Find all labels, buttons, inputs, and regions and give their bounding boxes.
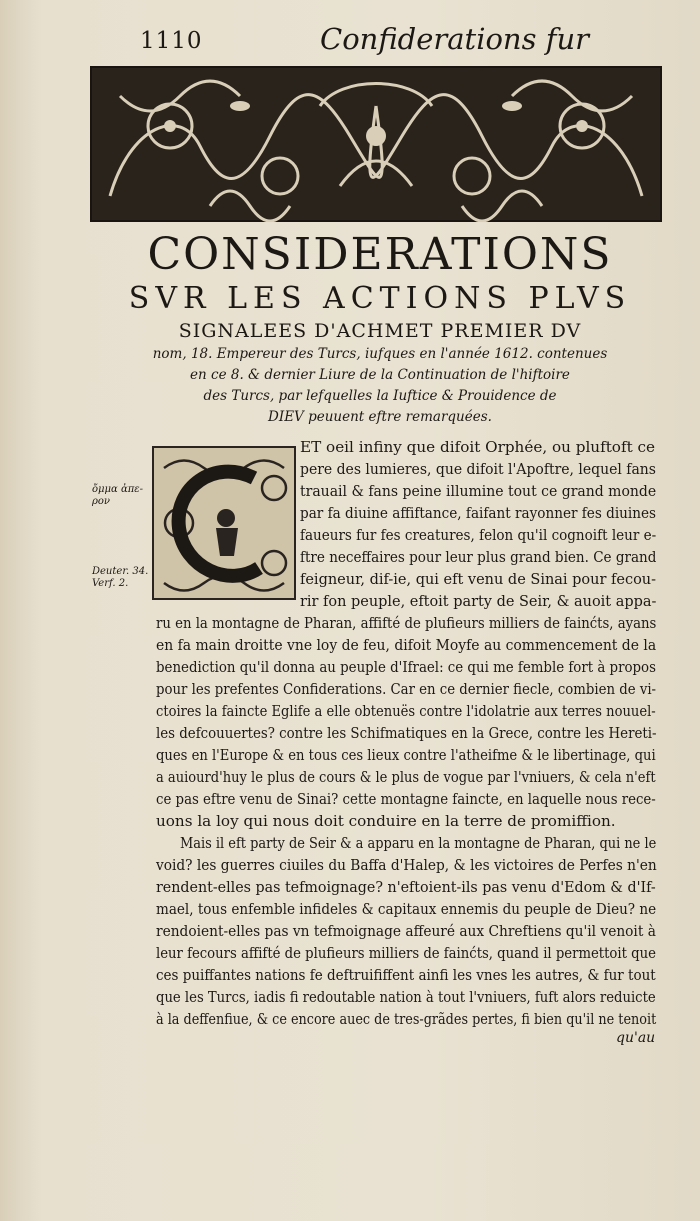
catchword: qu'au (616, 1030, 656, 1046)
margin-note-2: Deuter. 34. Verf. 2. (92, 566, 149, 589)
body-line: à la deffenfiue, & ce encore auec de tres-grãdes pertes, fi bien qu'il ne tenoit (156, 1010, 657, 1028)
subtitle-line-1: SVR LES ACTIONS PLVS (128, 281, 632, 316)
body-line: uons la loy qui nous doit conduire en la terre de promiffion. (156, 812, 616, 830)
margin-note-1: ὄμμα ἀπε-ρον (92, 484, 144, 507)
body-line: leur fecours affifté de plufieurs milliers de fainćts, quand il permettoit que (156, 944, 656, 962)
body-line: feigneur, dif-ie, qui eft venu de Sinai pour fecou- (300, 570, 657, 588)
body-line: Mais il eft party de Seir & a apparu en la montagne de Pharan, qui ne le (180, 834, 657, 852)
body-line: en fa main droitte vne loy de feu, difoit Moyfe au commencement de la (156, 636, 657, 654)
running-head (0, 22, 700, 58)
body-line: void? les guerres ciuiles du Baffa d'Halep, & les victoires de Perfes n'en (156, 856, 657, 874)
body-line: ftre neceffaires pour leur plus grand bien. Ce grand (300, 548, 657, 566)
body-line: ET oeil infiny que difoit Orphée, ou pluftoft ce (300, 438, 656, 456)
subtitle-line-6: DIEV peuuent eftre remarquées. (268, 409, 492, 425)
body-line: par fa diuine affiftance, faifant rayonner fes diuines (300, 504, 657, 522)
subtitle-line-5: des Turcs, par lefquelles la Iuftice & Prouidence de (203, 388, 557, 404)
body-line: mael, tous enfemble infideles & capitaux ennemis du peuple de Dieu? ne (156, 900, 657, 918)
decorated-initial-c (152, 446, 296, 600)
body-line: pere des lumieres, que difoit l'Apoftre, lequel fans (300, 460, 656, 478)
body-line: que les Turcs, iadis fi redoutable nation à tout l'vniuers, fuft alors reduicte (156, 988, 656, 1006)
body-line: faueurs fur fes creatures, felon qu'il cognoift leur e- (300, 526, 657, 544)
ornamental-headpiece (90, 66, 662, 222)
running-title: Confiderations fur (320, 22, 589, 56)
body-line: rendoient-elles pas vn tefmoignage affeuré aux Chreftiens qu'il venoit à (156, 922, 656, 940)
body-line: ques en l'Europe & en tous ces lieux contre l'atheifme & le libertinage, qui (156, 746, 656, 764)
body-line: pour les prefentes Confiderations. Car en ce dernier fiecle, combien de vi- (156, 680, 657, 698)
subtitle-line-4: en ce 8. & dernier Liure de la Continuation de l'hiftoire (190, 367, 570, 383)
subtitle-line-2: SIGNALEES D'ACHMET PREMIER DV (178, 320, 582, 342)
body-line: ces puiffantes nations fe deftruififfent ainfi les vnes les autres, & fur tout (156, 966, 656, 984)
body-line: ctoires la faincte Eglife a elle obtenuës contre l'idolatrie aux terres nouuel- (156, 702, 656, 720)
body-line: les defcouuertes? contre les Schifmatiques en la Grece, contre les Hereti- (156, 724, 657, 742)
body-line: rir fon peuple, eftoit party de Seir, & auoit appa- (300, 592, 657, 610)
body-line: ce pas eftre venu de Sinai? cette montagne faincte, en laquelle nous rece- (156, 790, 656, 808)
body-line: ru en la montagne de Pharan, affifté de plufieurs milliers de fainćts, ayans (156, 614, 657, 632)
body-line: benediction qu'il donna au peuple d'Ifrael: ce qui me femble fort à propos (156, 658, 656, 676)
body-line: trauail & fans peine illumine tout ce grand monde (300, 482, 657, 500)
body-line: rendent-elles pas tefmoignage? n'eftoient-ils pas venu d'Edom & d'If- (156, 878, 656, 896)
main-title: CONSIDERATIONS (147, 229, 613, 280)
title-block (100, 228, 660, 428)
page-number: 1110 (140, 28, 203, 54)
body-line: a auiourd'huy le plus de cours & le plus de vogue par l'vniuers, & cela n'eft (156, 768, 656, 786)
subtitle-line-3: nom, 18. Empereur des Turcs, iufques en l'année 1612. contenues (152, 346, 608, 362)
